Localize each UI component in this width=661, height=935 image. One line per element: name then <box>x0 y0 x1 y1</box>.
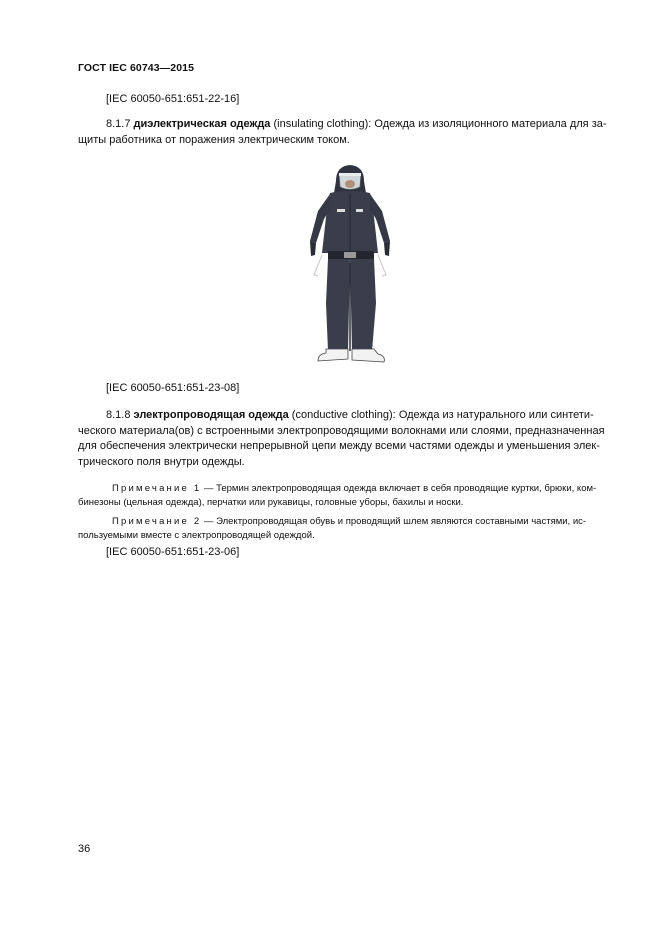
section-number: 8.1.8 <box>106 409 131 421</box>
right-boot <box>352 349 384 362</box>
left-boot <box>318 349 348 361</box>
definition-text: щиты работника от поражения электрическим током. <box>78 133 350 146</box>
reference-iec-651-23-08: [IEC 60050-651:651-23-08] <box>106 382 240 394</box>
term-english: (insulating clothing): <box>273 118 372 130</box>
note-text: — Электропроводящая обувь и проводящий шлем являются составными частями, ис- <box>203 516 587 527</box>
definition-text: ческого материала(ов) с встроенными электропроводящими волокнами или слоями, предназначенная <box>78 424 605 437</box>
reference-iec-651-23-06: [IEC 60050-651:651-23-06] <box>106 546 240 558</box>
document-header: ГОСТ IEC 60743—2015 <box>78 62 195 74</box>
definition-text: трического поля внутри одежды. <box>78 455 245 468</box>
section-8-1-8 <box>78 408 615 470</box>
section-number: 8.1.7 <box>106 118 131 130</box>
note-label: Примечание 2 <box>112 516 202 527</box>
term-insulating-clothing: диэлектрическая одежда <box>133 118 271 130</box>
right-trouser-leg <box>350 259 376 351</box>
note-2 <box>78 515 615 543</box>
note-1 <box>78 482 615 510</box>
definition-text: для обеспечения электрически непрерывной цепи между всеми частями одежды и уменьшения элек- <box>78 440 600 452</box>
note-text: — Термин электропроводящая одежда включает в себя проводящие куртки, брюки, ком- <box>203 483 597 494</box>
page-number: 36 <box>78 843 91 855</box>
left-trouser-leg <box>326 259 350 351</box>
left-glove <box>310 241 316 256</box>
note-text: пользуемыми вместе с электропроводящей одеждой. <box>78 530 315 541</box>
reference-iec-651-22-16: [IEC 60050-651:651-22-16] <box>106 93 240 105</box>
term-conductive-clothing: электропроводящая одежда <box>133 409 289 421</box>
section-8-1-7 <box>78 117 615 148</box>
insulating-clothing-figure <box>300 163 400 366</box>
definition-text: Одежда из изоляционного материала для за- <box>374 118 607 130</box>
right-glove <box>384 241 390 256</box>
term-english: (conductive clothing): <box>291 409 396 421</box>
note-label: Примечание 1 <box>112 483 202 494</box>
note-text: бинезоны (цельная одежда), перчатки или рукавицы, головные уборы, бахилы и носки. <box>78 497 464 508</box>
definition-text: Одежда из натурального или синтети- <box>398 409 594 421</box>
